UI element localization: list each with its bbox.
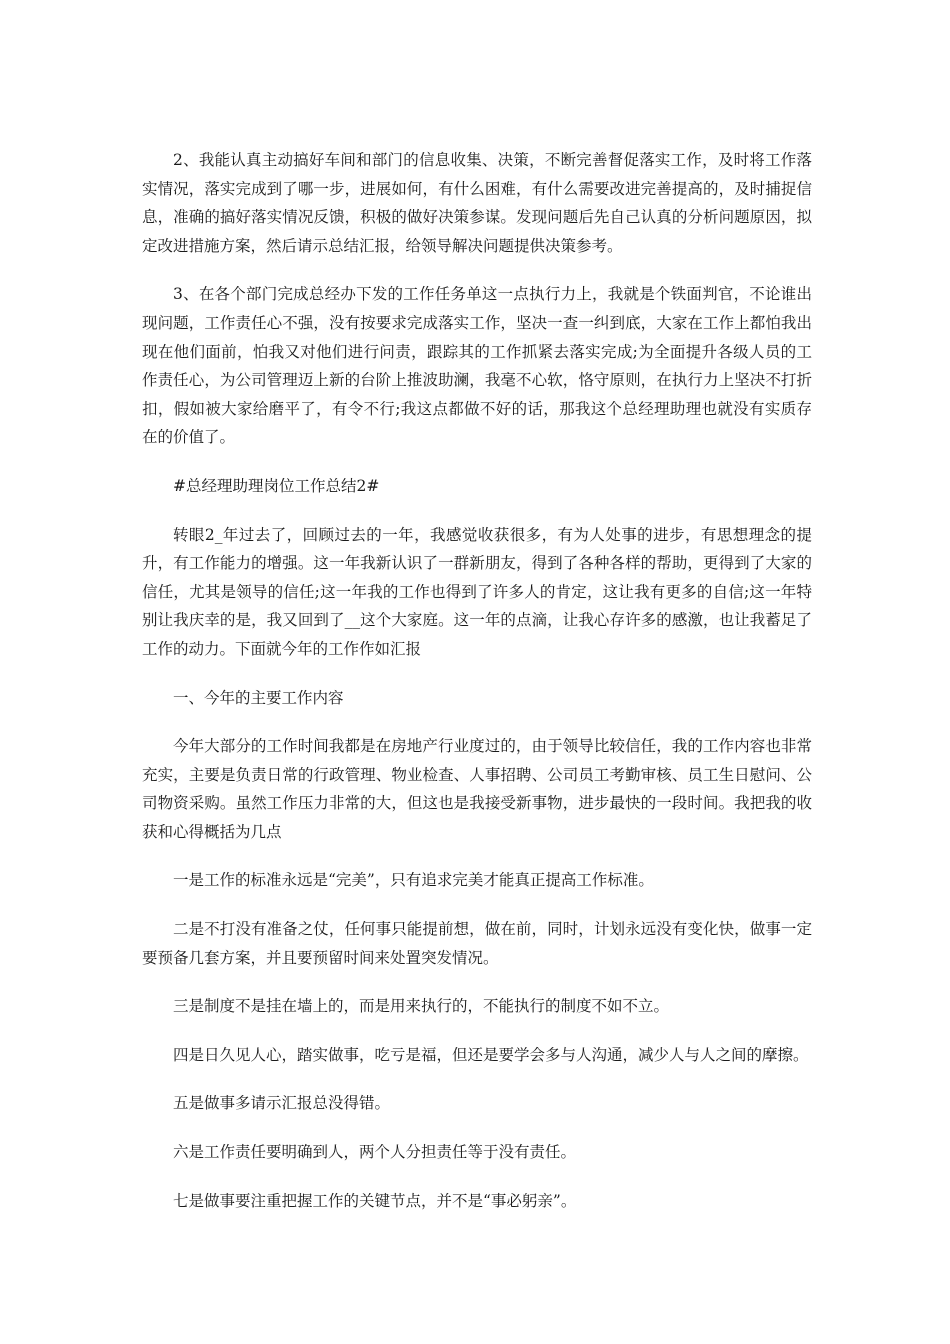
paragraph-item-2: 2、我能认真主动搞好车间和部门的信息收集、决策，不断完善督促落实工作，及时将工作落实情况，落实完成到了哪一步，进展如何，有什么困难，有什么需要改进完善提高的，及时捕捉信息，准确的搞好落实情况反馈，积极的做好决策参谋。发现问题后先自己认真的分析问题原因，拟定改进措施方案，然后请示总结汇报，给领导解决问题提供决策参考。: [142, 151, 812, 255]
point-7: 七是做事要注重把握工作的关键节点，并不是“事必躬亲”。: [173, 1191, 577, 1210]
point-3: 三是制度不是挂在墙上的，而是用来执行的，不能执行的制度不如不立。: [173, 997, 670, 1016]
section-heading: #总经理助理岗位工作总结2#: [173, 476, 380, 495]
point-4: 四是日久见人心，踏实做事，吃亏是福，但还是要学会多与人沟通，减少人与人之间的摩擦。: [173, 1045, 809, 1064]
point-5: 五是做事多请示汇报总没得错。: [173, 1094, 391, 1113]
point-6: 六是工作责任要明确到人，两个人分担责任等于没有责任。: [173, 1143, 577, 1162]
paragraph-intro: 转眼2_年过去了，回顾过去的一年，我感觉收获很多，有为人处事的进步，有思想理念的提升，有工作能力的增强。这一年我新认识了一群新朋友，得到了各种各样的帮助，更得到了大家的信任，尤其是领导的信任;这一年我的工作也得到了许多人的肯定，这让我有更多的自信;这一年特别让我庆幸的是，我又回到了__这个大家庭。这一年的点滴，让我心存许多的感激，也让我蓄足了工作的动力。下面就今年的工作作如汇报: [142, 525, 812, 658]
subheading-main-work: 一、今年的主要工作内容: [173, 688, 344, 707]
point-1: 一是工作的标准永远是“完美”，只有追求完美才能真正提高工作标准。: [173, 871, 654, 890]
point-2: 二是不打没有准备之仗，任何事只能提前想，做在前，同时，计划永远没有变化快，做事一定要预备几套方案，并且要预留时间来处置突发情况。: [142, 920, 812, 967]
paragraph-item-3: 3、在各个部门完成总经办下发的工作任务单这一点执行力上，我就是个铁面判官，不论谁出现问题，工作责任心不强，没有按要求完成落实工作，坚决一查一纠到底，大家在工作上都怕我出现在他们面前，怕我又对他们进行问责，跟踪其的工作抓紧去落实完成;为全面提升各级人员的工作责任心，为公司管理迈上新的台阶上推波助澜，我毫不心软，恪守原则，在执行力上坚决不打折扣，假如被大家给磨平了，有令不行;我这点都做不好的话，那我这个总经理助理也就没有实质存在的价值了。: [142, 285, 812, 447]
paragraph-work-content: 今年大部分的工作时间我都是在房地产行业度过的，由于领导比较信任，我的工作内容也非常充实，主要是负责日常的行政管理、物业检查、人事招聘、公司员工考勤审核、员工生日慰问、公司物资采购。虽然工作压力非常的大，但这也是我接受新事物，进步最快的一段时间。我把我的收获和心得概括为几点: [142, 737, 812, 841]
document-body: [142, 146, 812, 1215]
